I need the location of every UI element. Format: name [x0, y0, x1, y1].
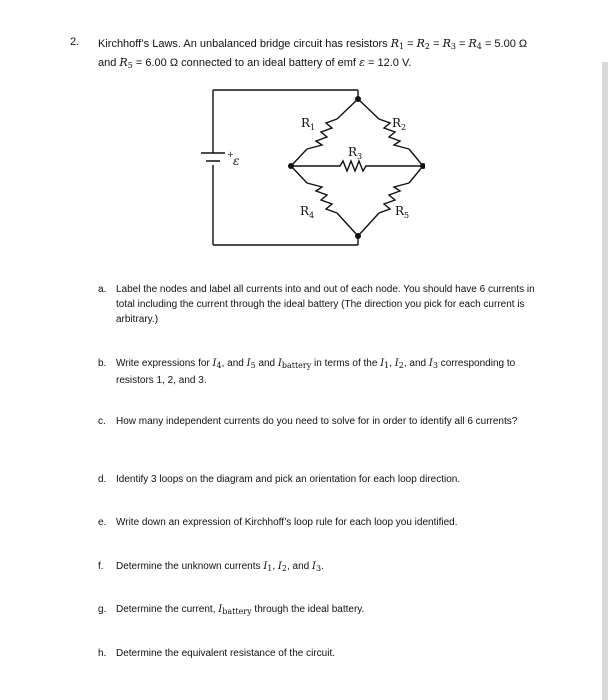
part-d: d. Identify 3 loops on the diagram and pick an orientation for each loop direction. [98, 474, 461, 485]
resistor-r4 [307, 183, 337, 213]
part-h: h. Determine the equivalent resistance of the circuit. [98, 648, 335, 659]
svg-text:+: + [227, 150, 234, 159]
svg-text:R1: $R_1$ [301, 116, 316, 132]
svg-text:R3: $R_3$ [348, 145, 363, 161]
question-number: 2. [70, 36, 80, 48]
part-c: c. How many independent currents do you need to solve for in order to identify all 6 currents? [98, 416, 518, 427]
resistor-r5 [379, 183, 409, 213]
part-b: b. Write expressions for $I_4$, and $I_5$ and $I_{battery}$ in terms of the $I_1$, $I_2$, and $I_3$ corresponding to resistors 1, 2, and 3. [98, 358, 516, 386]
part-g: g. Determine the current, $I_{battery}$ through the ideal battery. [98, 604, 365, 616]
bridge-circuit-diagram [195, 85, 425, 255]
part-f: f. Determine the unknown currents $I_1$, $I_2$, and $I_3$. [98, 561, 324, 573]
problem-statement: Kirchhoff’s Laws. An unbalanced bridge circuit has resistors $R_1 = R_2 = R_3 = R_4 = 5.00$ Ω and $R_5 = 6.00$ Ω connected to an ideal battery of emf ε = 12.0 V. [98, 37, 528, 70]
svg-text:R5: $R_5$ [395, 204, 410, 220]
svg-text:ε: ε [233, 154, 240, 168]
part-e: e. Write down an expression of Kirchhoff’s loop rule for each loop you identified. [98, 517, 458, 528]
svg-text:R4: $R_4$ [300, 204, 315, 220]
scrollbar[interactable] [602, 62, 608, 700]
resistor-r3 [291, 161, 423, 171]
svg-text:R2: $R_2$ [392, 116, 407, 132]
part-a: a. Label the nodes and label all currents into and out of each node. You should have 6 currents in total including the current through the ideal battery (The direction you pick for each current is arbitrary.) [98, 284, 535, 325]
